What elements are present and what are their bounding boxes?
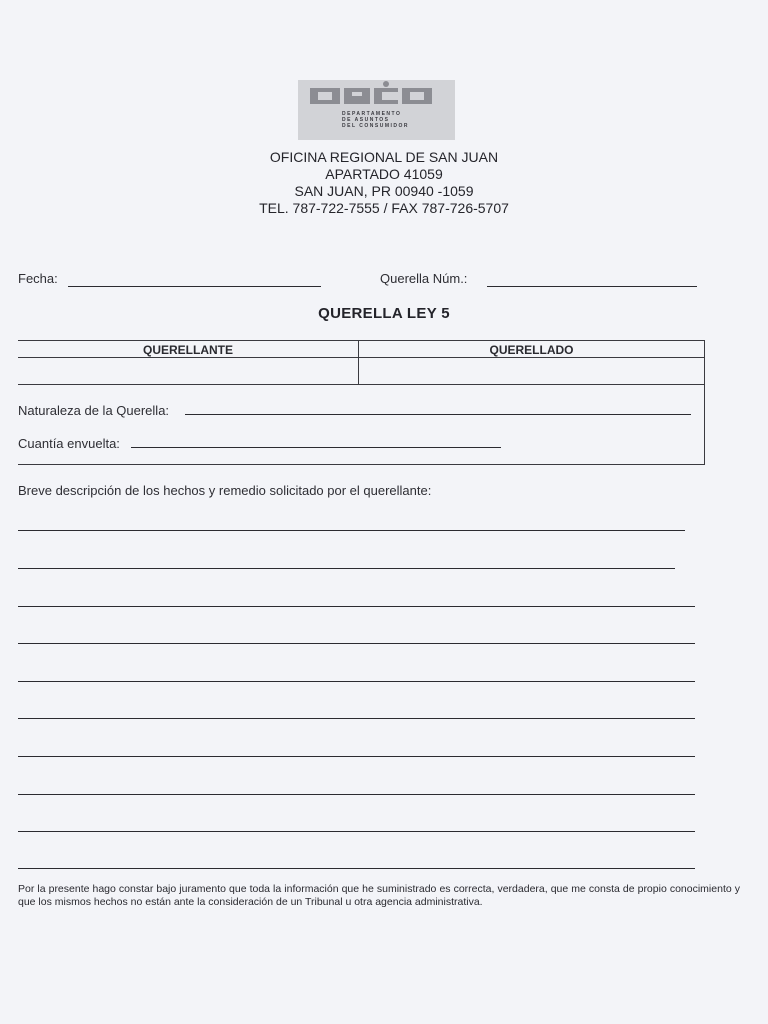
querellado-input[interactable] [359, 358, 703, 383]
naturaleza-field[interactable] [185, 414, 691, 415]
description-line-5[interactable] [18, 681, 695, 682]
office-address [180, 149, 588, 217]
description-line-10[interactable] [18, 868, 695, 869]
logo-subtitle-line-1: DEPARTAMENTO [342, 111, 402, 117]
description-prompt: Breve descripción de los hechos y remedio solicitado por el querellante: [18, 483, 432, 498]
cuantia-label: Cuantía envuelta: [18, 436, 120, 451]
description-line-9[interactable] [18, 831, 695, 832]
daco-logo-mark [298, 80, 455, 140]
cuantia-field[interactable] [131, 447, 501, 448]
description-line-8[interactable] [18, 794, 695, 795]
querella-num-label: Querella Núm.: [380, 271, 468, 286]
table-right-border [704, 340, 705, 464]
daco-logo [298, 80, 455, 140]
description-line-3[interactable] [18, 606, 695, 607]
description-line-4[interactable] [18, 643, 695, 644]
logo-subtitle-line-2: DE ASUNTOS [342, 117, 390, 123]
querella-num-field[interactable] [487, 286, 697, 287]
description-line-7[interactable] [18, 756, 695, 757]
table-row-divider [18, 384, 705, 385]
fecha-label: Fecha: [18, 271, 58, 286]
description-line-6[interactable] [18, 718, 695, 719]
office-city: SAN JUAN, PR 00940 -1059 [294, 183, 474, 199]
office-phone: TEL. 787-722-7555 / FAX 787-726-5707 [259, 200, 509, 216]
naturaleza-label: Naturaleza de la Querella: [18, 403, 170, 418]
querellante-header: QUERELLANTE [143, 343, 233, 357]
form-title: QUERELLA LEY 5 [318, 305, 450, 322]
logo-subtitle-line-3: DEL CONSUMIDOR [342, 123, 410, 129]
sworn-declaration: Por la presente hago constar bajo juramento que toda la información que he suministrado es correcta, verdadera, que me consta de propio conocimiento y que los mismos hechos no están ante la consideración de un Tribunal u otra agencia administrativa. [18, 883, 740, 908]
fecha-field[interactable] [68, 286, 321, 287]
description-line-2[interactable] [18, 568, 675, 569]
office-po-box: APARTADO 41059 [325, 166, 443, 182]
table-bottom-border [18, 464, 705, 465]
description-line-1[interactable] [18, 530, 685, 531]
querellante-input[interactable] [19, 358, 357, 383]
querellado-header: QUERELLADO [489, 343, 574, 357]
office-name: OFICINA REGIONAL DE SAN JUAN [269, 149, 499, 165]
table-top-border [18, 340, 705, 341]
